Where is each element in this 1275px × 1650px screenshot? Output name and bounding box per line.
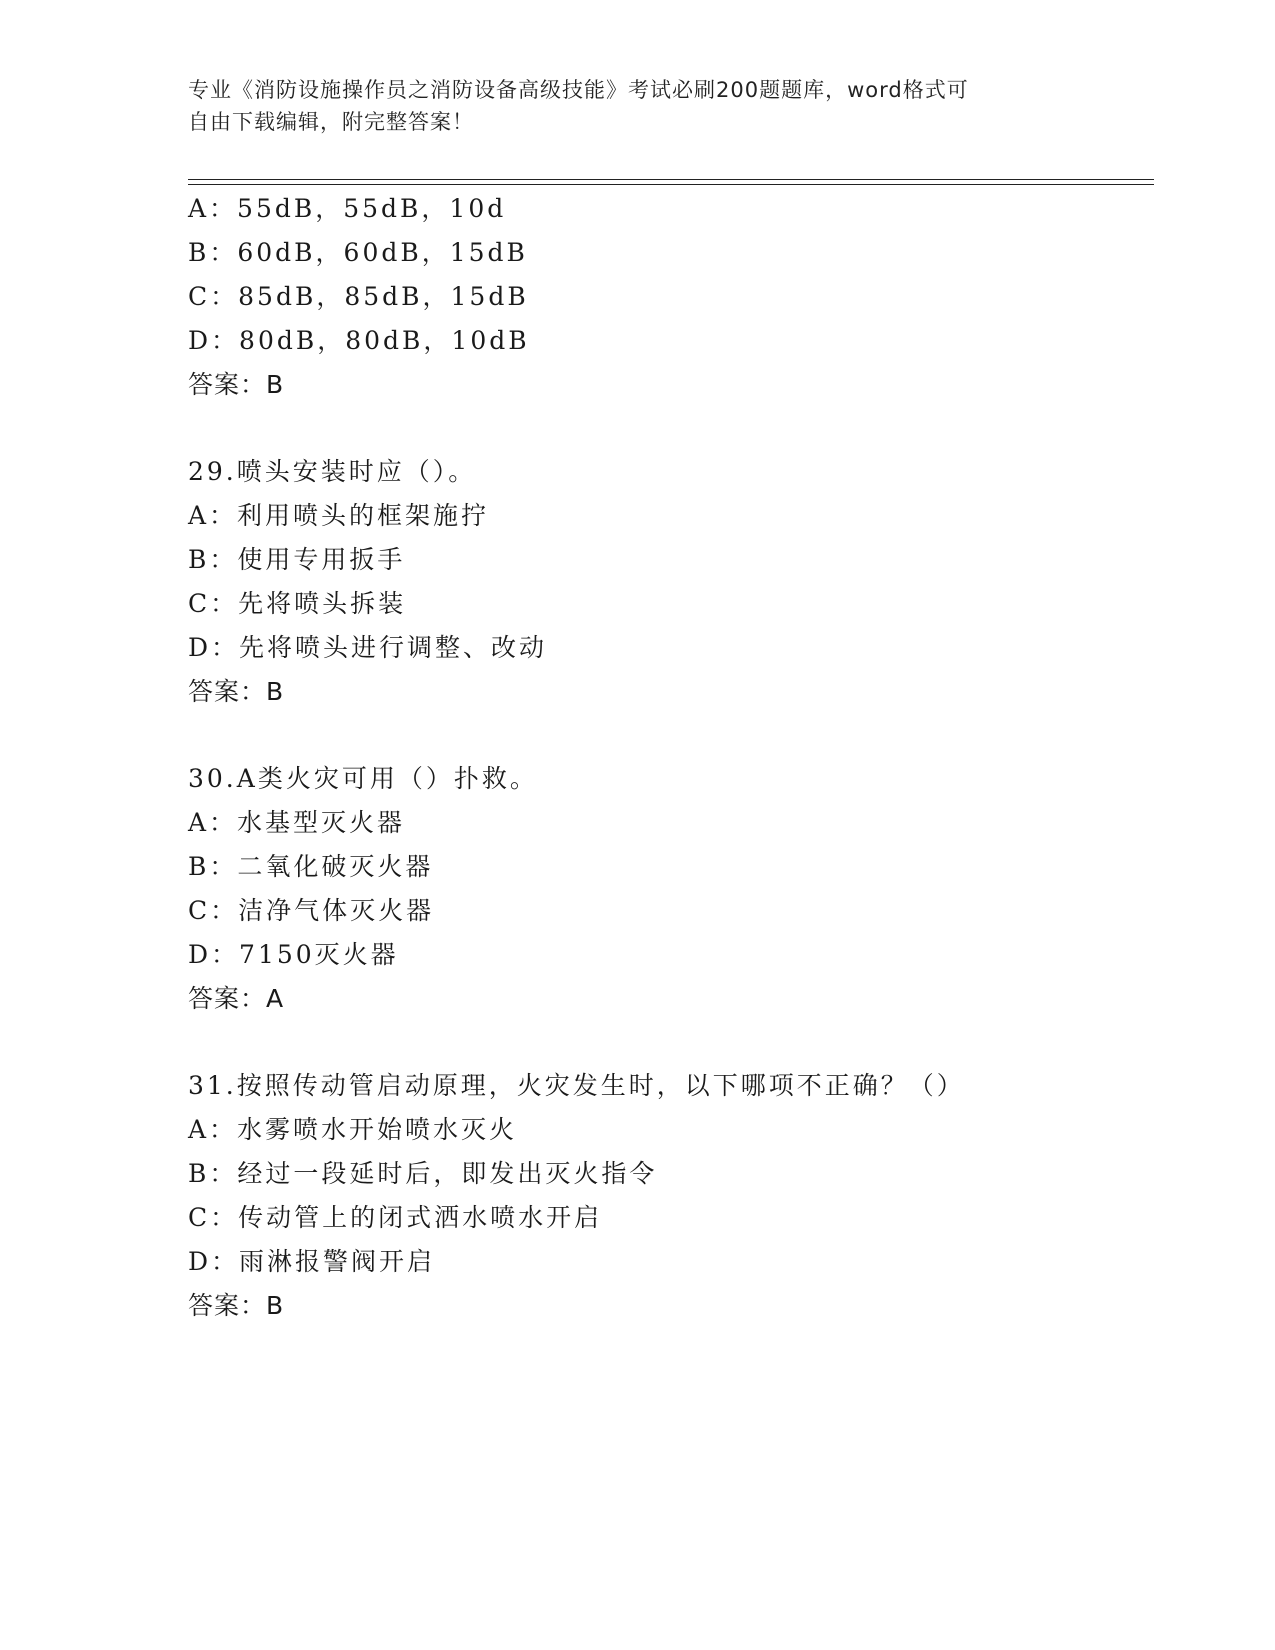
header-line-2: 自由下载编辑，附完整答案！ (188, 110, 474, 134)
q30-option-c: C：洁净气体灭火器 (188, 896, 435, 925)
header-divider-bottom (188, 184, 1154, 185)
q30-option-b: B：二氧化破灭火器 (188, 852, 434, 881)
q31-option-c: C：传动管上的闭式洒水喷水开启 (188, 1203, 603, 1232)
q31-question: 31.按照传动管启动原理，火灾发生时，以下哪项不正确？（） (188, 1071, 965, 1100)
q28-answer: 答案：B (188, 370, 285, 399)
q29-answer: 答案：B (188, 677, 285, 706)
q28-option-d: D：80dB，80dB，10dB (188, 326, 530, 355)
document-header (188, 74, 1088, 138)
q31-option-a: A：水雾喷水开始喷水灭火 (188, 1115, 518, 1144)
q29-option-d: D：先将喷头进行调整、改动 (188, 633, 548, 662)
header-line-1: 专业《消防设施操作员之消防设备高级技能》考试必刷200题题库，word格式可 (188, 78, 969, 102)
q29-question: 29.喷头安装时应（）。 (188, 457, 477, 486)
q30-option-d: D：7150灭火器 (188, 940, 399, 969)
header-divider-top (188, 179, 1154, 180)
q31-option-d: D：雨淋报警阀开启 (188, 1247, 436, 1276)
q31-option-b: B：经过一段延时后，即发出灭火指令 (188, 1159, 658, 1188)
q28-option-a: A：55dB，55dB，10d (188, 194, 507, 223)
q30-question: 30.A类火灾可用（）扑救。 (188, 764, 538, 793)
q28-option-b: B：60dB，60dB，15dB (188, 238, 528, 267)
q29-option-b: B：使用专用扳手 (188, 545, 406, 574)
q28-option-c: C：85dB，85dB，15dB (188, 282, 529, 311)
q29-option-c: C：先将喷头拆装 (188, 589, 407, 618)
q31-answer: 答案：B (188, 1291, 285, 1320)
q30-option-a: A：水基型灭火器 (188, 808, 406, 837)
q30-answer: 答案：A (188, 984, 285, 1013)
q29-option-a: A：利用喷头的框架施拧 (188, 501, 490, 530)
